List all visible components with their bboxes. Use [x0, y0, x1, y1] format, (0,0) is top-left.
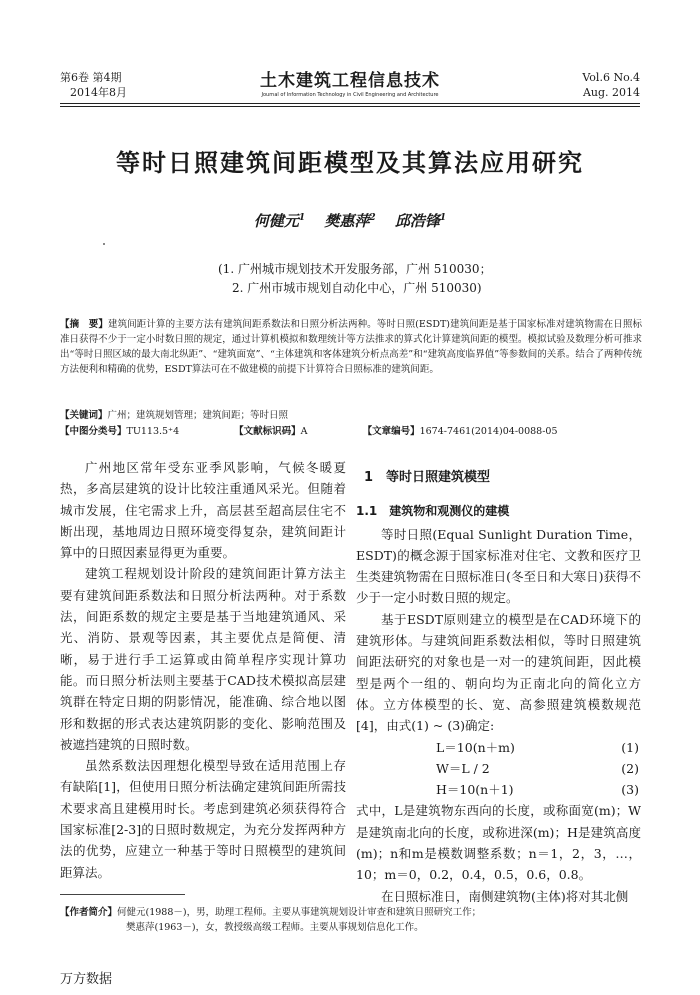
- journal-title-en: Journal of Information Technology in Civil Engineering and Architecture: [261, 92, 439, 98]
- abstract-text: 建筑间距计算的主要方法有建筑间距系数法和日照分析法两种。等时日照(ESDT)建筑间距是基于国家标准对建筑物需在日照标准日获得不少于一定小时数日照的规定，通过计算机模拟和数理统计等方法推求的算式化计算建筑间距的模型。模拟试验及数理分析可推求出“等时日照区域的最大南北纵距”、“建筑面宽”、“主体建筑和客体建筑分析点高差”和“建筑高度临界值”等参数间的关系。结合了两种传统方法便利和精确的优势，ESDT算法可在不做建模的前提下计算符合日照标准的建筑间距。: [60, 319, 642, 375]
- section-heading: 1 等时日照建筑模型: [364, 470, 491, 485]
- date-en: Aug. 2014: [582, 86, 640, 99]
- doc-code-label: 【文献标识码】: [234, 426, 301, 437]
- author: 邱浩锋$^1$: [394, 212, 447, 230]
- volume-issue-en: Vol.6 No.4: [582, 71, 640, 84]
- author: 樊惠萍$^2$: [324, 212, 376, 230]
- clc-label: 【中图分类号】: [60, 426, 127, 437]
- date-cn: 2014年8月: [70, 86, 127, 99]
- author-footnote: [60, 905, 481, 935]
- footnote-line: 樊惠萍(1963－)，女，教授级高级工程师。主要从事规划信息化工作。: [126, 922, 424, 933]
- header-right: [582, 70, 640, 100]
- journal-title-cn: 土木建筑工程信息技术: [260, 71, 440, 91]
- author-list: [0, 210, 700, 231]
- classification-line: [60, 423, 610, 437]
- affiliation: 2. 广州市城市规划自动化中心，广州 510030): [232, 281, 482, 295]
- header-rule: [60, 103, 640, 104]
- header-rule-secondary: [60, 106, 640, 107]
- footnote-label: 【作者简介】: [60, 907, 118, 918]
- subsection-heading: 1.1 建筑物和观测仪的建模: [356, 504, 510, 519]
- equation-1: L＝10(n＋m) (1): [436, 739, 639, 755]
- article-no-label: 【文章编号】: [362, 426, 420, 437]
- author: 何健元$^1$: [253, 212, 306, 230]
- abstract-label: 【摘 要】: [60, 319, 108, 330]
- paper-title: 等时日照建筑间距模型及其算法应用研究: [116, 149, 584, 177]
- body-right-column: [356, 467, 641, 907]
- equation-2: W＝L / 2 (2): [436, 760, 639, 776]
- equation-3: H＝10(n＋1) (3): [436, 782, 639, 798]
- body-left-column: [60, 457, 346, 883]
- keywords-text: 广州；建筑规划管理；建筑间距；等时日照: [107, 410, 289, 421]
- keywords-label: 【关键词】: [60, 410, 108, 421]
- watermark: 万方数据: [60, 972, 113, 987]
- keywords: [60, 407, 288, 421]
- article-no-value: 1674-7461(2014)04-0088-05: [419, 426, 558, 437]
- journal-masthead: [200, 66, 500, 98]
- footnote-rule: [60, 894, 185, 895]
- affiliation: (1. 广州城市规划技术开发服务部，广州 510030；: [218, 262, 492, 276]
- paragraph: 广州地区常年受东亚季风影响，气候冬暖夏热，多高层建筑的设计比较注重通风采光。但随着城市发展，住宅需求上升，高层甚至超高层住宅不断出现，基地周边日照环境变得复杂，建筑间距计算中的日照因素显得更为重要。: [60, 460, 346, 561]
- paragraph: 在日照标准日，南侧建筑物(主体)将对其北侧: [381, 888, 629, 904]
- clc-value: TU113.5⁺4: [126, 426, 180, 437]
- paragraph: 等时日照(Equal Sunlight Duration Time，ESDT)的概念源于国家标准对住宅、文教和医疗卫生类建筑物需在日照标准日(冬至日和大寒日)获得不少于一定小时数日照的规定。: [356, 526, 641, 606]
- paragraph: 基于ESDT原则建立的模型是在CAD环境下的建筑形体。与建筑间距系数法相似，等时日照建筑间距法研究的对象也是一对一的建筑间距，因此模型是两个一组的、朝向均为正南北向的简化立方体。立方体模型的长、宽、高参照建筑模数规范[4]，由式(1) ~ (3)确定:: [356, 611, 641, 734]
- volume-issue-cn: 第6卷 第4期: [60, 71, 122, 84]
- paragraph: 建筑工程规划设计阶段的建筑间距计算方法主要有建筑间距系数法和日照分析法两种。对于系数法，间距系数的规定主要是基于当地建筑通风、采光、消防、景观等因素，其主要优点是简便、清晰，易于进行手工运算或由简单程序实现计算功能。而日照分析法则主要基于CAD技术模拟高层建筑群在特定日期的阴影情况，能准确、综合地以图形和数据的形式表达建筑阴影的变化、影响范围及被遮挡建筑的日照时数。: [60, 566, 346, 752]
- paragraph: 式中，L是建筑物东西向的长度，或称面宽(m)；W是建筑南北向的长度，或称进深(m)；H是建筑高度(m)；n和m是模数调整系数；n＝1，2，3，…，10；m＝0，0.2，0.4，0.5，0.6，0.8。: [356, 803, 641, 883]
- doc-code-value: A: [300, 426, 308, 437]
- stray-mark: [103, 243, 105, 245]
- affiliations: [218, 260, 492, 298]
- paragraph: 虽然系数法因理想化模型导致在适用范围上存有缺陷[1]，但使用日照分析法确定建筑间距所需技术要求高且建模用时长。考虑到建筑必须获得符合国家标准[2-3]的日照时数规定，为充分发挥两种方法的优势，应建立一种基于等时日照模型的建筑间距算法。: [60, 758, 346, 880]
- abstract: [60, 317, 642, 377]
- footnote-line: 何健元(1988－)，男，助理工程师。主要从事建筑规划设计审查和建筑日照研究工作；: [117, 907, 482, 918]
- header-left: [60, 70, 127, 100]
